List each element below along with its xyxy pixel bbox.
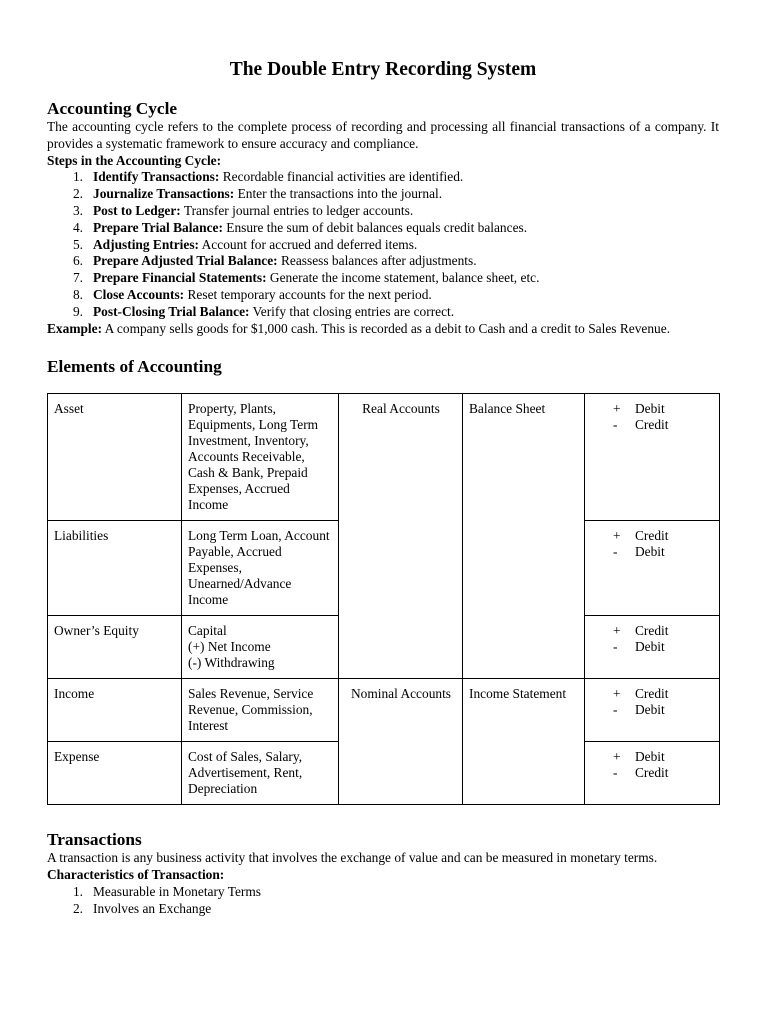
plus-sign: + [613,528,621,544]
items-cell: Sales Revenue, Service Revenue, Commission, Interest [182,679,339,742]
step-desc: Reassess balances after adjustments. [277,253,477,269]
accounting-cycle-intro: The accounting cycle refers to the complete process of recording and processing all financial transactions of a company. It provides a systematic framework to ensure accuracy and compliance. [47,119,719,151]
steps-list [47,169,719,320]
plus-rule [591,528,714,544]
minus-rule [591,639,714,655]
list-item [47,287,719,304]
minus-effect: Credit [635,417,669,433]
rule-cell [585,679,720,742]
plus-effect: Credit [635,623,669,639]
list-number: 2. [72,186,83,202]
minus-sign: - [613,765,618,781]
plus-effect: Debit [635,401,665,417]
minus-sign: - [613,639,618,655]
accounting-cycle-heading: Accounting Cycle [47,99,178,118]
list-item [47,220,719,237]
minus-rule [591,765,714,781]
list-item [47,237,719,254]
document-page [47,56,719,918]
plus-sign: + [613,623,621,639]
step-term: Close Accounts: [93,286,185,302]
plus-rule [591,686,714,702]
plus-sign: + [613,686,621,702]
minus-effect: Debit [635,639,665,655]
list-number: 7. [72,270,83,286]
characteristics-list [47,884,719,918]
list-number: 2. [72,900,83,916]
element-cell: Expense [48,742,182,805]
items-cell: Cost of Sales, Salary, Advertisement, Rent, Depreciation [182,742,339,805]
items-line: (-) Withdrawing [188,655,275,671]
rule-cell [585,742,720,805]
transactions-heading: Transactions [47,830,142,850]
minus-effect: Debit [635,702,665,718]
plus-rule [591,623,714,639]
rule-cell [585,616,720,679]
account-type-cell: Real Accounts [339,394,463,679]
plus-effect: Credit [635,686,669,702]
characteristic-text: Involves an Exchange [93,900,212,916]
page-title: The Double Entry Recording System [229,59,537,80]
minus-sign: - [613,544,618,560]
step-desc: Account for accrued and deferred items. [199,236,418,252]
items-line: Capital [188,623,227,639]
step-term: Post to Ledger: [93,202,181,218]
plus-sign: + [613,401,621,417]
list-item [47,884,719,901]
example-label: Example: [47,320,103,336]
step-term: Prepare Trial Balance: [93,219,223,235]
step-desc: Generate the income statement, balance sheet, etc. [266,270,540,286]
step-term: Prepare Financial Statements: [93,270,267,286]
list-number: 1. [72,169,83,185]
example-paragraph [47,321,719,338]
plus-rule [591,401,714,417]
step-desc: Ensure the sum of debit balances equals credit balances. [222,219,528,235]
list-item [47,270,719,287]
minus-rule [591,417,714,433]
element-cell: Liabilities [48,521,182,616]
accounting-cycle-section [47,99,719,337]
statement-cell: Income Statement [463,679,585,805]
plus-effect: Debit [635,749,665,765]
list-number: 3. [72,202,83,218]
step-desc: Enter the transactions into the journal. [234,186,443,202]
step-term: Prepare Adjusted Trial Balance: [93,253,278,269]
items-line: (+) Net Income [188,639,271,655]
list-item [47,253,719,270]
example-text: A company sells goods for $1,000 cash. This is recorded as a debit to Cash and a credit to Sales Revenue. [102,320,671,336]
step-desc: Verify that closing entries are correct. [249,303,455,319]
list-number: 8. [72,286,83,302]
step-desc: Recordable financial activities are identified. [219,169,464,185]
elements-section [47,357,719,805]
list-number: 6. [72,253,83,269]
minus-rule [591,702,714,718]
rule-cell [585,394,720,521]
account-type-cell: Nominal Accounts [339,679,463,805]
element-cell: Income [48,679,182,742]
list-item [47,203,719,220]
rule-cell [585,521,720,616]
steps-heading: Steps in the Accounting Cycle: [47,152,222,168]
characteristics-heading: Characteristics of Transaction: [47,867,225,883]
table-row [48,394,720,521]
list-item [47,169,719,186]
step-desc: Transfer journal entries to ledger accounts. [180,202,414,218]
minus-effect: Credit [635,765,669,781]
items-cell: Property, Plants, Equipments, Long Term Investment, Inventory, Accounts Receivable, Cash & Bank, Prepaid Expenses, Accrued Income [182,394,339,521]
transactions-intro: A transaction is any business activity that involves the exchange of value and can be measured in monetary terms. [47,850,658,866]
minus-rule [591,544,714,560]
items-cell: Long Term Loan, Account Payable, Accrued Expenses, Unearned/Advance Income [182,521,339,616]
list-item [47,901,719,918]
step-term: Journalize Transactions: [93,186,235,202]
characteristic-text: Measurable in Monetary Terms [93,883,262,899]
minus-effect: Debit [635,544,665,560]
element-cell: Owner’s Equity [48,616,182,679]
list-number: 5. [72,236,83,252]
list-number: 4. [72,219,83,235]
step-desc: Reset temporary accounts for the next period. [184,286,432,302]
elements-table [47,393,720,805]
list-item [47,186,719,203]
list-number: 9. [72,303,83,319]
plus-sign: + [613,749,621,765]
list-number: 1. [72,883,83,899]
minus-sign: - [613,702,618,718]
table-row [48,679,720,742]
plus-rule [591,749,714,765]
items-cell [182,616,339,679]
list-item [47,304,719,321]
plus-effect: Credit [635,528,669,544]
minus-sign: - [613,417,618,433]
statement-cell: Balance Sheet [463,394,585,679]
step-term: Identify Transactions: [93,169,220,185]
transactions-section [47,830,719,917]
step-term: Post-Closing Trial Balance: [93,303,250,319]
step-term: Adjusting Entries: [93,236,200,252]
elements-heading: Elements of Accounting [47,357,222,377]
element-cell: Asset [48,394,182,521]
